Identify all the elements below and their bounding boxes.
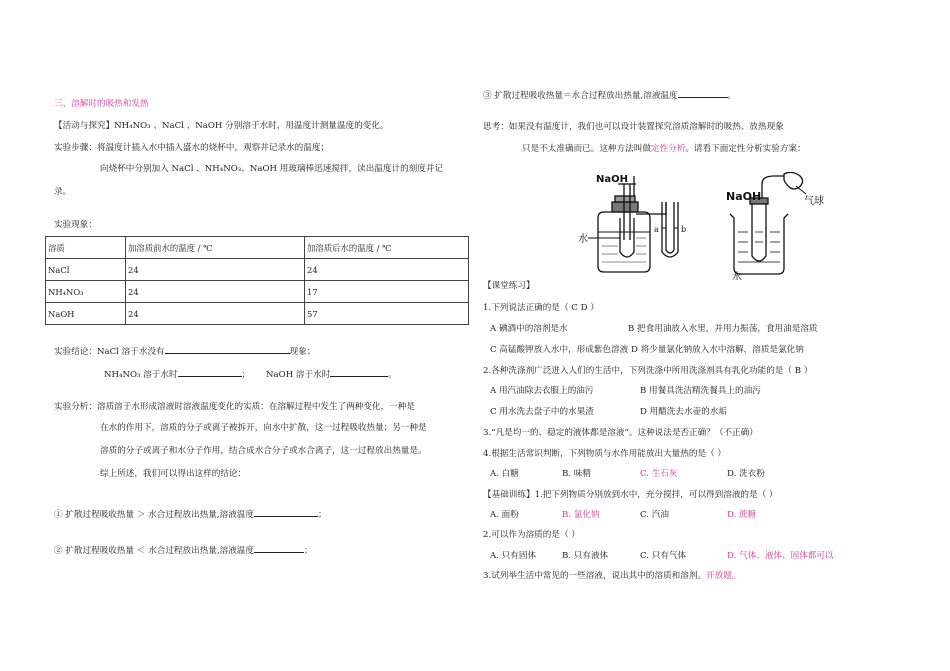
result-item-2-end: ； bbox=[304, 546, 313, 556]
q1-option-cd: C 高锰酸钾放入水中，形成紫色溶液 D 将少量氯化钠放入水中溶解，溶质是氯化钠 bbox=[490, 345, 804, 355]
answer-blank[interactable] bbox=[330, 367, 388, 377]
answer-blank[interactable] bbox=[254, 543, 304, 553]
answer-blank[interactable] bbox=[678, 88, 728, 98]
basic-question-1-text: 1.把下列物质分别放到水中，充分搅拌，可以得到溶液的是（ ） bbox=[534, 490, 778, 500]
table-cell: 24 bbox=[305, 259, 469, 281]
table-row bbox=[46, 259, 469, 281]
steps-line-3: 录。 bbox=[54, 187, 72, 197]
answer-blank[interactable] bbox=[165, 344, 290, 354]
figure-label-b: b bbox=[681, 225, 687, 234]
basic-question-3-text: 3.试列举生活中常见的一些溶液，说出其中的溶质和溶剂。 bbox=[483, 571, 707, 581]
steps-line-2: 向烧杯中分别加入 NaCl 、NH₄NO₃、NaOH 用玻璃棒迅速搅拌，读出温度计的刻度并记 bbox=[100, 164, 444, 174]
b2-option-b: B. 只有液体 bbox=[562, 551, 609, 561]
think-text-a: 只是不太准确而已。这种方法叫做 bbox=[522, 144, 651, 154]
table-header: 加溶质后水的温度 / ℃ bbox=[305, 237, 469, 259]
b1-option-a: A. 面粉 bbox=[490, 510, 519, 520]
b2-option-c: C. 只有气体 bbox=[640, 551, 687, 561]
think-line-2 bbox=[522, 144, 806, 155]
figure-label-water-right: 水 bbox=[732, 272, 742, 280]
result-item-2-text: ② 扩散过程吸收热量 ＜ 水合过程放出热量,溶液温度 bbox=[54, 546, 254, 556]
b1-option-c: C. 汽油 bbox=[640, 510, 669, 520]
apparatus-balloon-figure bbox=[718, 172, 848, 280]
analysis-line-2: 在水的作用下，溶质的分子或离子被拆开，向水中扩散，这一过程吸收热量；另一种是 bbox=[100, 423, 427, 433]
conclusion-nacl bbox=[54, 344, 315, 358]
result-item-2 bbox=[54, 543, 313, 557]
think-highlight: 定性分析 bbox=[650, 144, 686, 154]
conclusion-naoh bbox=[266, 367, 397, 381]
figure-label-naoh-left: NaOH bbox=[596, 174, 628, 185]
result-item-1-text: ① 扩散过程吸收热量 ＞ 水合过程放出热量,溶液温度 bbox=[54, 510, 254, 520]
q1-option-a: A 碘酒中的溶剂是水 bbox=[490, 324, 568, 334]
table-row bbox=[46, 303, 469, 325]
b2-option-d: D. 气体、液体、固体都可以 bbox=[727, 551, 834, 561]
apparatus-u-tube-figure bbox=[574, 170, 709, 278]
conclusion-nacl-end: 现象； bbox=[289, 347, 316, 357]
result-item-1-end: ； bbox=[318, 510, 327, 520]
result-item-3 bbox=[483, 88, 736, 102]
result-item-3-end: 。 bbox=[727, 91, 737, 101]
q1-option-b: B 把食用油放入水里，并用力振荡，食用油是溶质 bbox=[628, 324, 818, 334]
analysis-line-4: 综上所述，我们可以得出这样的结论： bbox=[100, 469, 247, 479]
q2-option-a: A 用汽油除去衣服上的油污 bbox=[490, 386, 594, 396]
table-cell: 24 bbox=[126, 303, 305, 325]
table-header: 溶质 bbox=[46, 237, 126, 259]
table-cell: 24 bbox=[126, 259, 305, 281]
q2-option-d: D 用醋洗去水壶的水垢 bbox=[640, 407, 727, 417]
conclusion-naoh-text: NaOH 溶于水时 bbox=[266, 370, 331, 380]
conclusion-nh4no3 bbox=[104, 367, 250, 381]
q4-option-c: C. 生石灰 bbox=[640, 469, 678, 479]
question-4: 4.根据生活常识判断，下列物质与水作用能放出大量热的是（ ） bbox=[483, 449, 726, 459]
analysis-line-1: 实验分析：溶质溶于水形成溶液时溶液温度变化的实质：在溶解过程中发生了两种变化，一种是 bbox=[54, 402, 415, 412]
table-row bbox=[46, 281, 469, 303]
table-cell: NaCl bbox=[46, 259, 126, 281]
basic-question-1 bbox=[483, 490, 778, 501]
think-line-1: 思考：如果没有温度计，我们也可以设计装置探究溶质溶解时的吸热、放热现象 bbox=[483, 122, 784, 132]
basic-title: 【基础训练】 bbox=[483, 490, 535, 500]
question-1: 1.下列说法正确的是（ C D ） bbox=[483, 303, 599, 313]
table-cell: 57 bbox=[305, 303, 469, 325]
result-item-1 bbox=[54, 507, 327, 521]
figure-label-water-left: 水 bbox=[578, 234, 588, 245]
analysis-line-3: 溶质的分子或离子和水分子作用，结合成水合分子或水合离子，这一过程放出热量是。 bbox=[100, 446, 427, 456]
table-cell: NaOH bbox=[46, 303, 126, 325]
figure-label-a: a bbox=[654, 225, 659, 234]
steps-line-1: 实验步骤：将温度计插入水中插入盛水的烧杯中，观察并记录水的温度； bbox=[54, 143, 330, 153]
think-text-c: 。请看下面定性分析实验方案： bbox=[685, 144, 806, 154]
table-cell: 24 bbox=[126, 281, 305, 303]
question-2: 2.各种洗涤剂广泛进入人们的生活中，下列洗涤中所用洗涤剂具有乳化功能的是（ B ） bbox=[483, 366, 813, 376]
q4-option-b: B. 味精 bbox=[562, 469, 591, 479]
basic-question-3-answer: 开放题。 bbox=[706, 571, 741, 581]
conclusion-nacl-text: 实验结论：NaCl 溶于水没有 bbox=[54, 347, 165, 357]
basic-question-3 bbox=[483, 571, 740, 582]
exercise-title: 【课堂练习】 bbox=[483, 281, 535, 291]
answer-blank[interactable] bbox=[254, 507, 318, 517]
conclusion-naoh-end: 。 bbox=[388, 370, 397, 380]
question-3: 3.“凡是均一的、稳定的液体都是溶液”。这种说法是否正确？（不正确） bbox=[483, 428, 758, 438]
q2-option-c: C 用水洗去盘子中的水果渣 bbox=[490, 407, 594, 417]
answer-blank[interactable] bbox=[178, 367, 242, 377]
conclusion-nh4no3-text: NH₄NO₃ 溶于水时 bbox=[104, 370, 178, 380]
conclusion-nh4no3-end: ； bbox=[241, 370, 251, 380]
figure-label-naoh-right: NaOH bbox=[726, 190, 762, 203]
activity-text: 【活动与探究】NH₄NO₃ 、NaCl 、NaOH 分别溶于水时，用温度计测量温度的变化。 bbox=[54, 121, 389, 131]
q4-option-a: A. 白糖 bbox=[490, 469, 519, 479]
b2-option-a: A. 只有固体 bbox=[490, 551, 537, 561]
basic-question-2: 2.可以作为溶质的是（ ） bbox=[483, 530, 580, 540]
table-header-row bbox=[46, 237, 469, 259]
table-cell: NH₄NO₃ bbox=[46, 281, 126, 303]
table-cell: 17 bbox=[305, 281, 469, 303]
phenomenon-label: 实验现象： bbox=[54, 220, 97, 230]
table-header: 加溶质前水的温度 / ℃ bbox=[126, 237, 305, 259]
q4-option-d: D. 洗衣粉 bbox=[727, 469, 765, 479]
experiment-table bbox=[45, 236, 469, 325]
b1-option-b: B. 氯化钠 bbox=[562, 510, 600, 520]
b1-option-d: D. 蔗糖 bbox=[727, 510, 757, 520]
section-title: 三、溶解时的吸热和发热 bbox=[54, 99, 149, 109]
q2-option-b: B 用餐具洗洁精洗餐具上的油污 bbox=[640, 386, 761, 396]
result-item-3-text: ③ 扩散过程吸收热量＝水合过程放出热量,溶液温度 bbox=[483, 91, 678, 101]
figure-label-balloon: 气球 bbox=[804, 196, 824, 207]
